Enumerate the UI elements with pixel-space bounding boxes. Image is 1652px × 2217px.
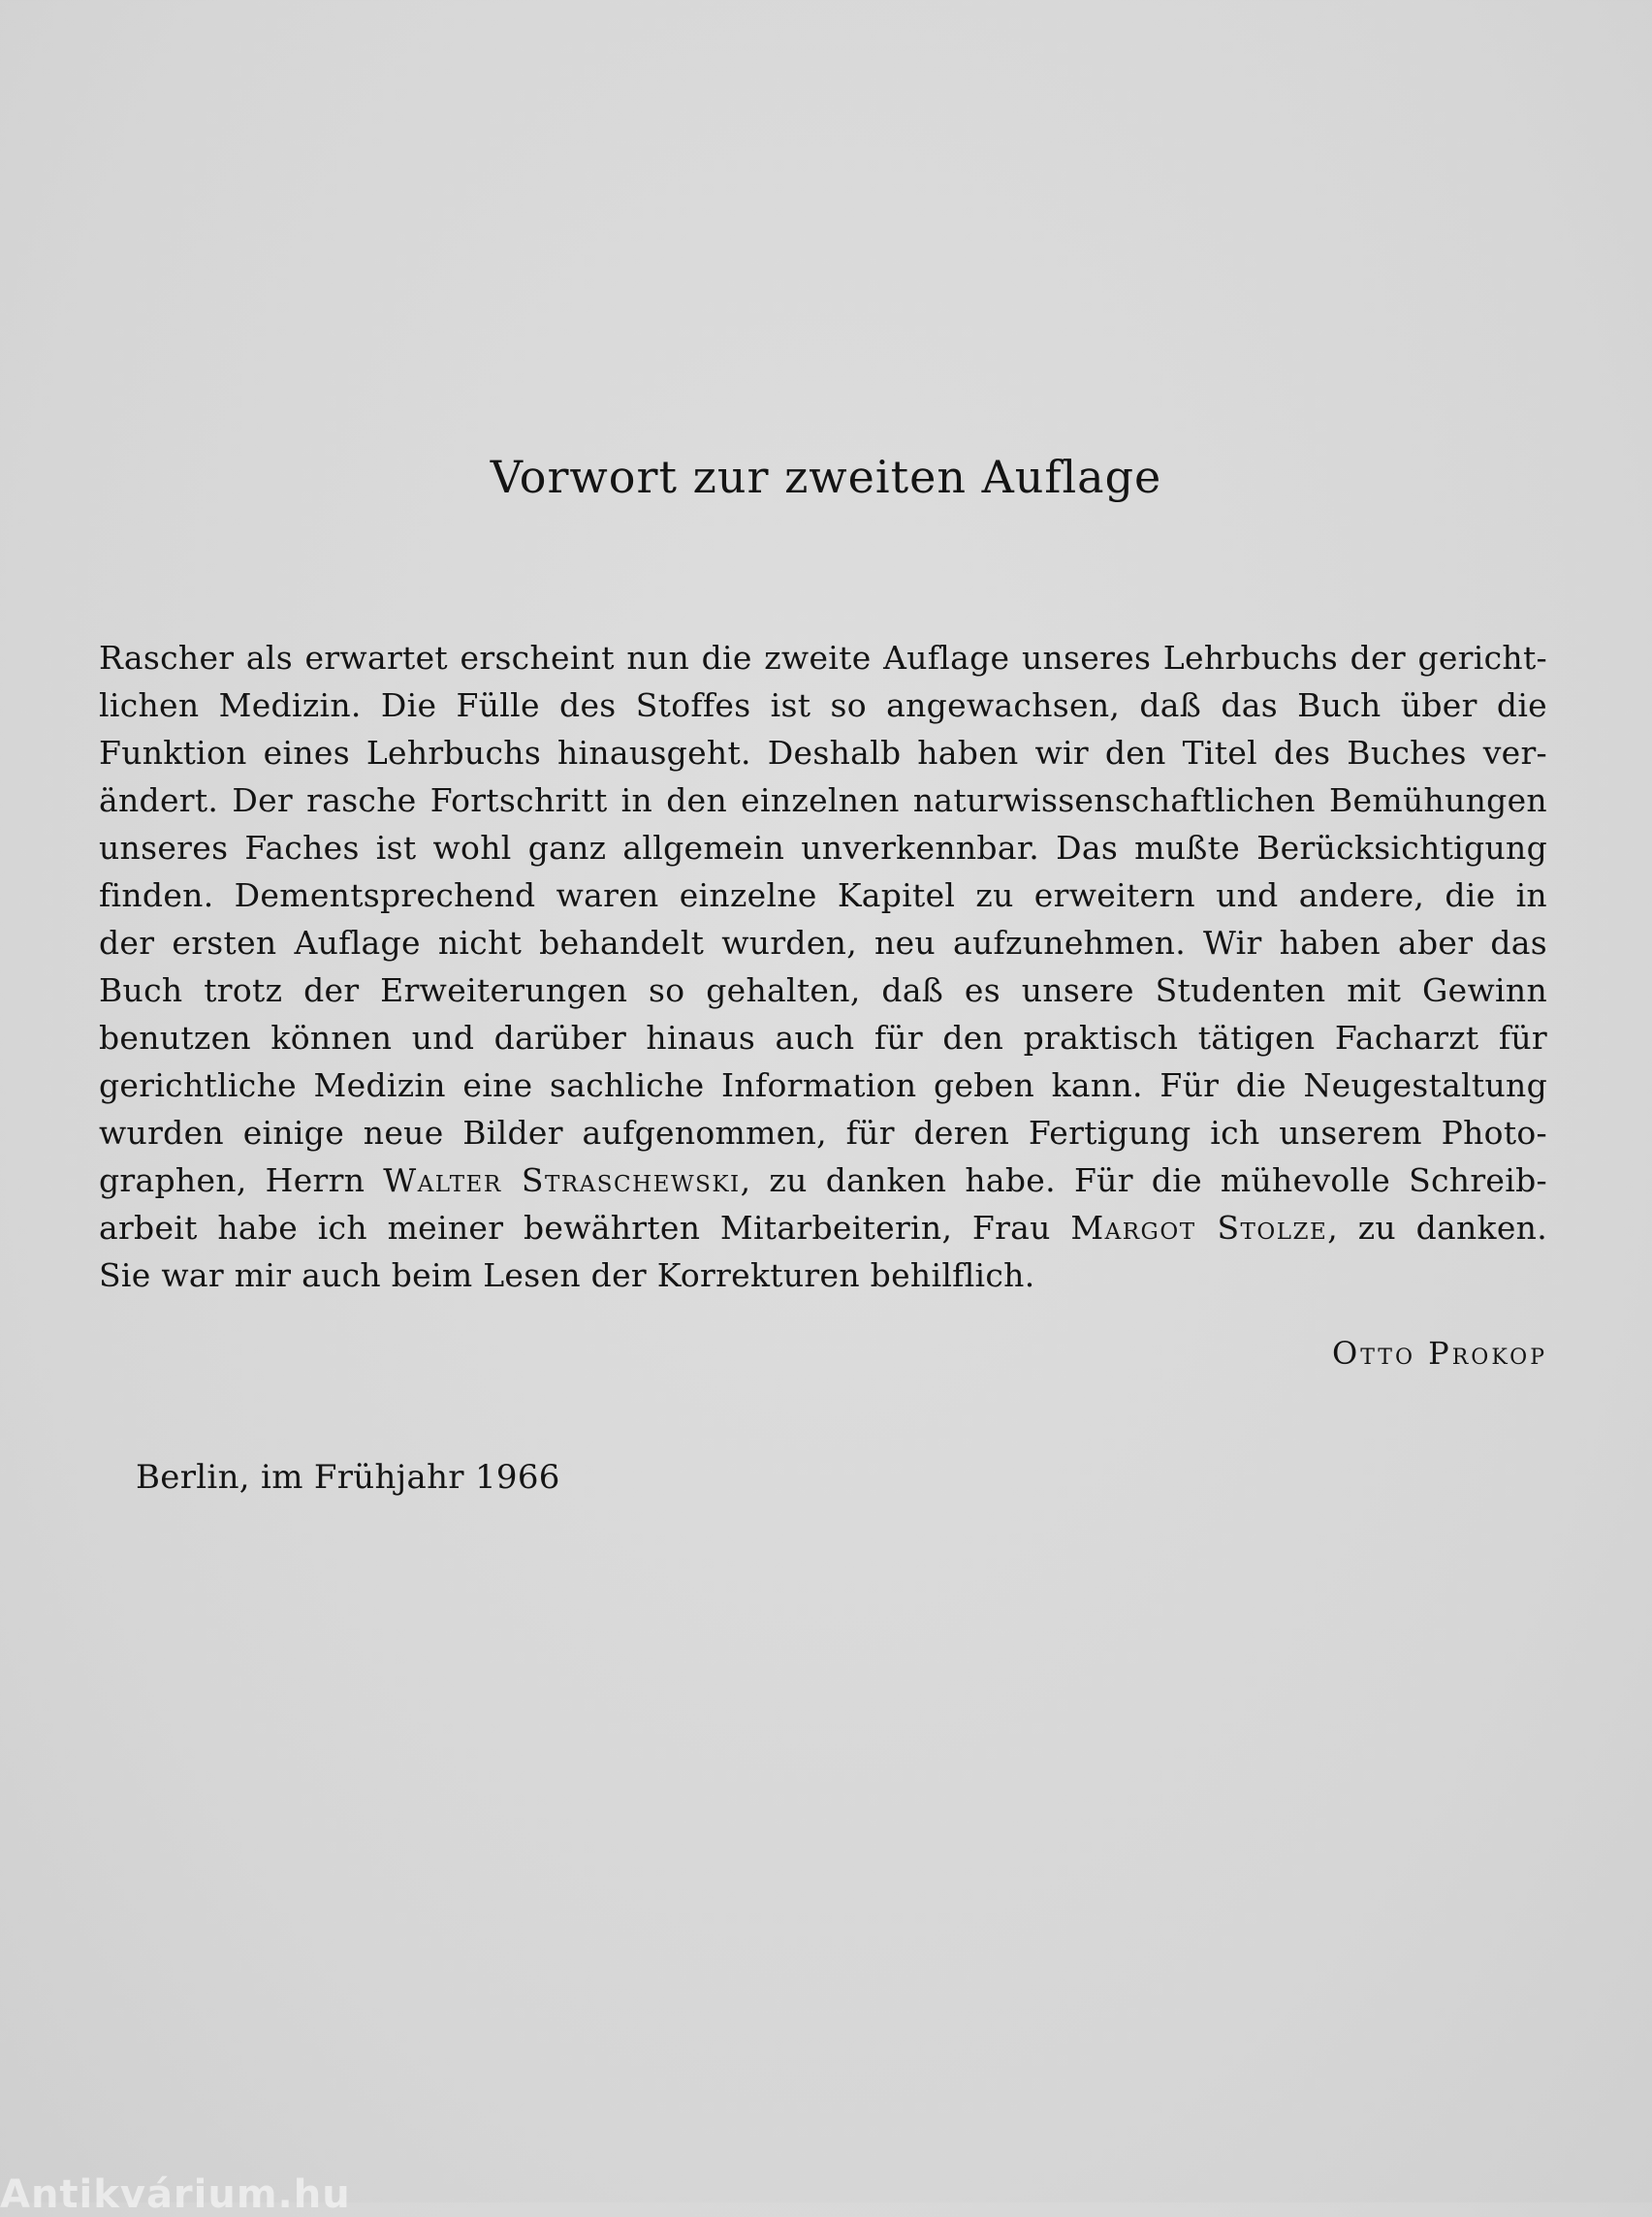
body-line: Rascher als erwartet erscheint nun die zweite Auflage unseres Lehrbuchs der gericht- <box>99 639 1547 677</box>
body-line: Funktion eines Lehrbuchs hinausgeht. Deshalb haben wir den Titel des Buches ver- <box>99 734 1547 772</box>
body-line: finden. Dementsprechend waren einzelne Kapitel zu erweitern und andere, die in <box>99 876 1547 914</box>
body-line: wurden einige neue Bilder aufgenommen, für deren Fertigung ich unserem Photo- <box>99 1114 1547 1152</box>
assistant-name: Margot Stolze <box>1070 1209 1328 1247</box>
body-line: Sie war mir auch beim Lesen der Korrekturen behilflich. <box>99 1256 1035 1294</box>
page-title: Vorwort zur zweiten Auflage <box>490 451 1162 503</box>
body-line: der ersten Auflage nicht behandelt wurden, neu aufzunehmen. Wir haben aber das <box>99 924 1547 962</box>
body-line: gerichtliche Medizin eine sachliche Information geben kann. Für die Neugestaltung <box>99 1066 1547 1104</box>
body-line: lichen Medizin. Die Fülle des Stoffes ist so angewachsen, daß das Buch über die <box>99 686 1547 724</box>
body-line: unseres Faches ist wohl ganz allgemein unverkennbar. Das mußte Berücksichtigung <box>99 829 1547 867</box>
body-line: ändert. Der rasche Fortschritt in den einzelnen naturwissenschaftlichen Bemühungen <box>99 781 1547 819</box>
body-line: graphen, Herrn Walter Straschewski, zu danken habe. Für die mühevolle Schreib- <box>99 1161 1547 1199</box>
watermark: Antikvárium.hu <box>0 2172 351 2217</box>
author-signature: Otto Prokop <box>1331 1335 1547 1372</box>
photographer-name: Walter Straschewski <box>383 1161 741 1199</box>
preface-body <box>99 634 1547 1299</box>
body-line: arbeit habe ich meiner bewährten Mitarbeiterin, Frau Margot Stolze, zu danken. <box>99 1209 1548 1247</box>
body-line: benutzen können und darüber hinaus auch für den praktisch tätigen Facharzt für <box>99 1019 1547 1057</box>
place-date: Berlin, im Frühjahr 1966 <box>136 1458 560 1497</box>
body-line: Buch trotz der Erweiterungen so gehalten, daß es unsere Studenten mit Gewinn <box>99 971 1547 1009</box>
